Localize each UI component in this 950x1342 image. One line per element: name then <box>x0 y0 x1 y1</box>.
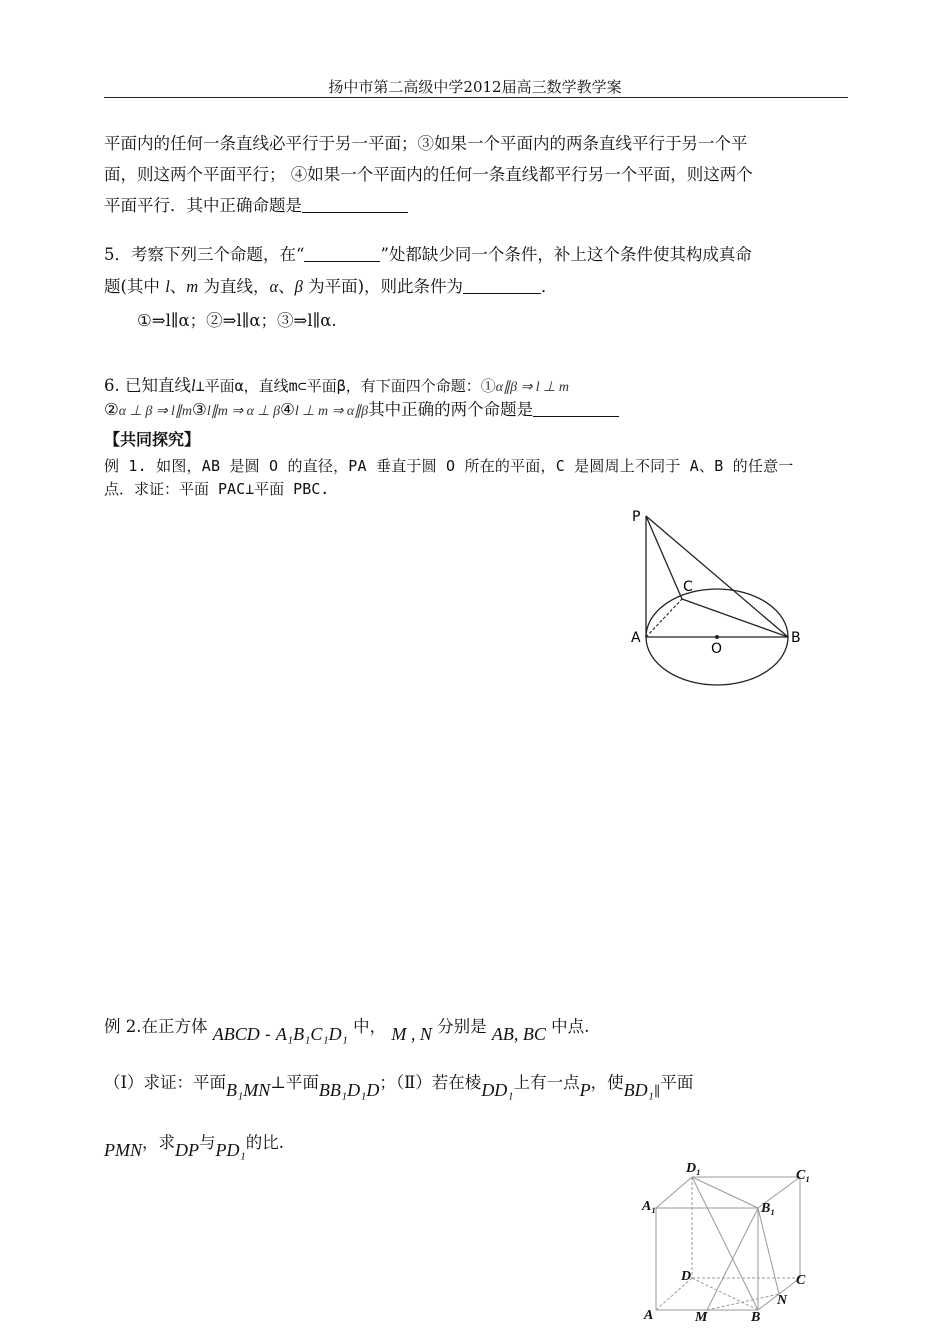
plane-bb1d1d: BB₁D₁D <box>318 1080 380 1100</box>
var-alpha: α <box>269 277 279 296</box>
q6-line1 <box>104 375 849 399</box>
q5-text-b: ”处都缺少同一个条件，补上这个条件使其构成真命 <box>380 245 752 264</box>
edges-ab-bc: AB, BC <box>491 1024 546 1044</box>
part2-point: 上有一点 <box>513 1073 580 1092</box>
cube-front-face <box>656 1208 758 1310</box>
label-p: P <box>632 509 641 525</box>
figure-circle-pyramid <box>620 500 820 700</box>
label-b: B <box>751 1310 761 1325</box>
condition-blank <box>304 245 380 262</box>
point-p: P <box>579 1080 591 1100</box>
label-o: O <box>711 641 723 657</box>
var-l: l <box>165 277 170 296</box>
q6-text-a: 6. 已知直线 <box>104 376 191 395</box>
proposition-3: l∥m ⇒ α ⊥ β <box>206 404 281 419</box>
part1-intro: （Ⅰ）求证：平面 <box>104 1073 227 1092</box>
q4-line3-text: 平面平行．其中正确命题是 <box>104 196 302 215</box>
header-rule <box>104 97 848 98</box>
section-title: 【共同探究】 <box>104 430 201 449</box>
circled-4: ④ <box>280 400 295 419</box>
diag-d1b1 <box>692 1177 758 1208</box>
part2-plane: 平面 <box>660 1073 694 1092</box>
ex2-are: 分别是 <box>437 1017 487 1036</box>
var-m: m <box>186 277 199 296</box>
page-header: 扬中市第二高级中学2012届高三数学教学案 <box>328 78 622 96</box>
plane-b1mn: B₁MN <box>226 1080 271 1100</box>
q5-text-a: 5．考察下列三个命题，在“ <box>104 245 305 264</box>
proposition-1: α∥β ⇒ l ⊥ m <box>495 380 569 395</box>
edge-dd1: DD₁ <box>481 1080 514 1100</box>
cube-top: A₁B₁C₁D₁ <box>275 1024 348 1044</box>
circled-3: ③ <box>192 400 207 419</box>
perp-symbol: ⊥ <box>270 1073 286 1092</box>
q5-line2 <box>104 276 849 298</box>
ex2-find: ，求 <box>142 1133 175 1152</box>
segment-b1n <box>758 1208 779 1294</box>
part2-make: ，使 <box>590 1073 624 1092</box>
ex2-line2 <box>104 1068 849 1107</box>
circled-2: ② <box>104 400 119 419</box>
label-d: D <box>681 1269 692 1284</box>
diag-db <box>692 1278 758 1310</box>
answer-blank <box>463 277 541 294</box>
label-a1: A₁ <box>642 1199 657 1214</box>
plane-pmn: PMN <box>104 1140 142 1160</box>
label-b: B <box>791 630 801 646</box>
q4-line3 <box>104 195 849 217</box>
line-bd1: BD₁ <box>623 1080 654 1100</box>
q5-text-c: 题(其中 <box>104 277 166 296</box>
ex2-intro: 例 2.在正方体 <box>104 1017 208 1036</box>
q5-end: ． <box>541 277 558 296</box>
center-o <box>715 635 719 639</box>
ex1-line2: 点．求证：平面 PAC⊥平面 PBC. <box>104 480 330 498</box>
diag-d1b <box>692 1177 758 1310</box>
cube-dash: - <box>259 1025 276 1044</box>
edge-a1d1 <box>656 1177 692 1208</box>
part2-intro: ；（Ⅱ）若在棱 <box>379 1073 482 1092</box>
label-d1: D₁ <box>686 1161 701 1176</box>
label-a: A <box>631 630 641 646</box>
segment-pd1: PD₁ <box>215 1140 246 1160</box>
label-n: N <box>777 1293 788 1308</box>
label-c: C <box>796 1273 806 1288</box>
q4-line1: 平面内的任何一条直线必平行于另一平面；③如果一个平面内的两条直线平行于另一个平 <box>104 134 748 153</box>
label-a: A <box>644 1308 654 1323</box>
ex2-and: 与 <box>199 1133 216 1152</box>
label-b1: B₁ <box>761 1201 776 1216</box>
label-m: M <box>695 1310 708 1325</box>
segment-cb <box>682 599 788 637</box>
var-beta: β <box>294 277 303 296</box>
q5-sep2: 、 <box>278 277 295 296</box>
points-mn: M , N <box>391 1024 432 1044</box>
label-c1: C₁ <box>796 1168 811 1183</box>
ex1-line1: 例 1. 如图，AB 是圆 O 的直径，PA 垂直于圆 O 所在的平面，C 是圆周上不同于 A、B 的任意一 <box>104 457 794 475</box>
q5-text-d: 为直线， <box>198 277 270 296</box>
part1-plane: 平面 <box>285 1073 319 1092</box>
label-c: C <box>683 579 693 595</box>
proposition-2: α ⊥ β ⇒ l∥m <box>118 404 193 419</box>
var-l: l <box>191 376 196 395</box>
cube-base: ABCD <box>212 1024 260 1044</box>
ex2-midpoints: 中点. <box>551 1017 590 1036</box>
q6-line2 <box>104 399 849 423</box>
parallel-symbol: ∥ <box>653 1084 661 1100</box>
q5-text-e: 为平面)，则此条件为 <box>302 277 464 296</box>
q6-tail: 其中正确的两个命题是 <box>368 400 534 419</box>
ex2-in: 中， <box>353 1017 387 1036</box>
ex2-ratio: 的比. <box>245 1133 285 1152</box>
q4-line2: 面，则这两个平面平行； ④如果一个平面内的任何一条直线都平行另一个平面，则这两个 <box>104 165 753 184</box>
segment-pc <box>646 516 682 599</box>
segment-dp: DP <box>175 1140 199 1160</box>
segment-pb <box>646 516 788 637</box>
answer-blank <box>533 400 619 417</box>
q5-line1 <box>104 244 849 266</box>
figure-cube <box>630 1155 830 1342</box>
q6-text-b: ⊥平面α，直线m⊂平面β，有下面四个命题：① <box>195 377 496 395</box>
q5-line3: ①⇒l∥α；②⇒l∥α；③⇒l∥α. <box>137 311 337 330</box>
ex2-line1 <box>104 1012 849 1050</box>
q5-sep1: 、 <box>169 277 187 296</box>
proposition-4: l ⊥ m ⇒ α∥β <box>294 404 369 419</box>
answer-blank <box>302 196 408 213</box>
